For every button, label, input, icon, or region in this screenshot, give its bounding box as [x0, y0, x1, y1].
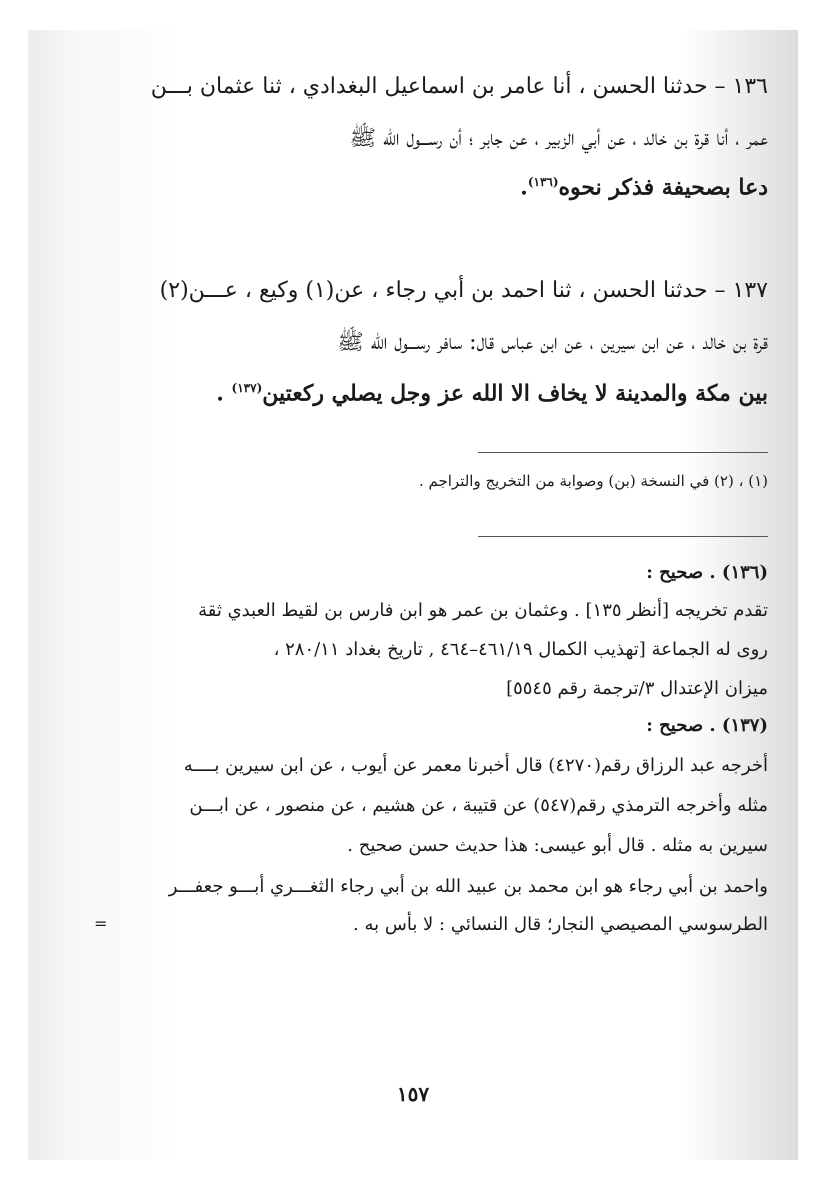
page-number: ١٥٧ [396, 1082, 430, 1106]
note-137-line-4: واحمد بن أبي رجاء هو ابن محمد بن عبيد الله بن أبي رجاء الثغـــري أبـــو جعفـــر [168, 876, 768, 897]
note-137-line-2: مثله وأخرجه الترمذي رقم(٥٤٧) عن قتيبة ، عن هشيم ، عن منصور ، عن ابـــن [189, 795, 768, 816]
note-136-line-2: روى له الجماعة [تهذيب الكمال ٤٦١/١٩–٤٦٤ , تاريخ بغداد ٢٨٠/١١ ، [273, 639, 768, 660]
note-136-heading: (١٣٦) . صحيح : [646, 562, 768, 583]
hadith-137-text: بين مكة والمدينة لا يخاف الا الله عز وجل يصلي ركعتين [262, 380, 768, 407]
note-136-line-1: تقدم تخريجه [أنظر ١٣٥] . وعثمان بن عمر هو ابن فارس بن لقيط العبدي ثقة [198, 600, 768, 621]
note-137-line-5: الطرسوسي المصيصي النجار؛ قال النسائي : لا بأس به . [353, 914, 768, 935]
note-137-line-3: سيرين به مثله . قال أبو عيسى: هذا حديث حسن صحيح . [347, 835, 768, 856]
hadith-137-line-3: بين مكة والمدينة لا يخاف الا الله عز وجل يصلي ركعتين$^{(١٣٧)}$ . [216, 380, 768, 407]
note-137-heading: (١٣٧) . صحيح : [646, 715, 768, 736]
hadith-136-text: دعا بصحيفة فذكر نحوه [558, 174, 768, 201]
book-page [28, 30, 798, 1160]
footnote-divider [478, 452, 768, 453]
note-137-line-1: أخرجه عبد الرزاق رقم(٤٢٧٠) قال أخبرنا معمر عن أيوب ، عن ابن سيرين بــــه [183, 755, 768, 776]
hadith-137-line-1: ١٣٧ – حدثنا الحسن ، ثنا احمد بن أبي رجاء ، عن(١) وكيع ، عـــن(٢) [159, 278, 768, 303]
continuation-mark: = [94, 914, 108, 933]
notes-divider [478, 536, 768, 537]
note-136-line-3: ميزان الإعتدال ٣/ترجمة رقم ٥٥٤٥] [506, 678, 768, 699]
hadith-137-line-2: قرة بن خالد ، عن ابن سيرين ، عن ابن عباس قال: سافر رســـول الله ﷺ [337, 330, 768, 355]
footnote-text: (١) ، (٢) في النسخة (بن) وصوابة من التخريج والتراجم . [418, 472, 768, 490]
hadith-137-note-ref: (١٣٧) [231, 381, 263, 395]
hadith-136-line-1: ١٣٦ – حدثنا الحسن ، أنا عامر بن اسماعيل البغدادي ، ثنا عثمان بـــن [150, 74, 768, 99]
hadith-136-line-3: دعا بصحيفة فذكر نحوه$^{(١٣٦)}$. [520, 174, 768, 201]
hadith-136-note-ref: (١٣٦) [527, 175, 559, 189]
hadith-136-line-2: عمر ، أنا قرة بن خالد ، عن أبي الزبير ، عن جابر ؛ أن رســـول الله ﷺ [349, 126, 768, 151]
